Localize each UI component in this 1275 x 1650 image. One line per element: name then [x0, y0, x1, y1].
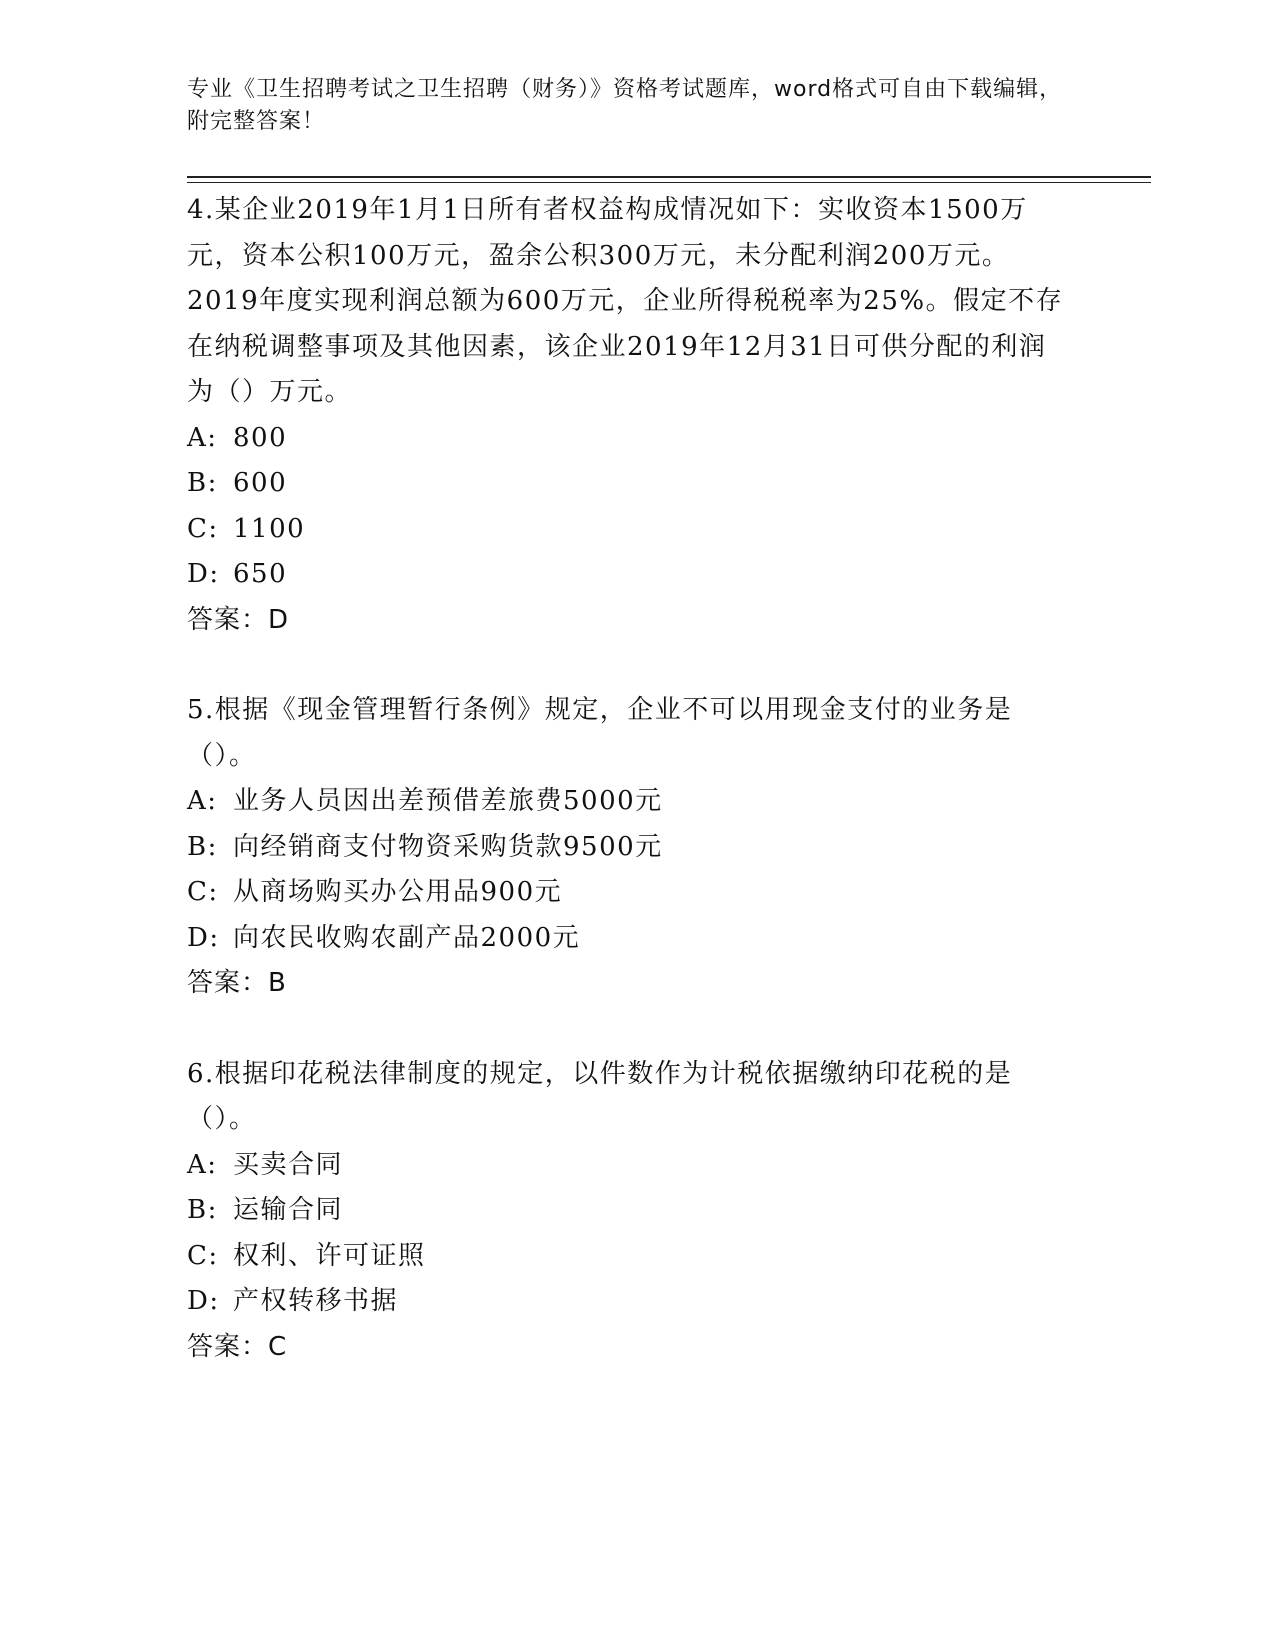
option-text: 800 [233, 422, 288, 453]
option-text: 运输合同 [233, 1195, 344, 1225]
option-b [187, 461, 1087, 507]
option-key: A: [187, 422, 218, 453]
answer-line: 答案：D [187, 604, 290, 635]
option-b [187, 1188, 1087, 1234]
question-stem: 4.某企业2019年1月1日所有者权益构成情况如下：实收资本1500万元，资本公积100万元，盈余公积300万元，未分配利润200万元。2019年度实现利润总额为600万元，企业所得税税率为25%。假定不存在纳税调整事项及其他因素，该企业2019年12月31日可供分配的利润为（）万元。 [187, 195, 1064, 407]
option-key: D: [187, 559, 220, 589]
option-a [187, 1143, 1087, 1189]
header-divider-thin [187, 182, 1151, 183]
option-key: B: [187, 468, 218, 498]
option-key: D: [187, 1286, 220, 1316]
question-spacer [187, 643, 1087, 688]
option-key: C: [187, 513, 219, 544]
option-b [187, 825, 1087, 871]
question-6 [187, 1052, 1087, 1371]
option-text: 向农民收购农副产品2000元 [233, 922, 581, 953]
question-list [187, 188, 1087, 1370]
option-d [187, 916, 1087, 962]
option-text: 600 [233, 468, 288, 498]
option-key: B: [187, 1195, 218, 1225]
option-text: 业务人员因出差预借差旅费5000元 [233, 786, 663, 816]
question-stem: 5.根据《现金管理暂行条例》规定，企业不可以用现金支付的业务是（）。 [187, 695, 1013, 771]
answer-line: 答案：B [187, 968, 287, 998]
option-d [187, 1279, 1087, 1325]
option-key: A: [187, 786, 218, 816]
option-key: B: [187, 831, 218, 862]
option-text: 650 [233, 559, 288, 589]
question-spacer [187, 1007, 1087, 1052]
option-text: 产权转移书据 [233, 1286, 399, 1316]
question-4 [187, 188, 1087, 643]
option-a [187, 416, 1087, 462]
option-text: 向经销商支付物资采购货款9500元 [233, 831, 663, 862]
option-text: 1100 [233, 513, 306, 544]
question-5 [187, 688, 1087, 1007]
header-divider-thick [187, 176, 1151, 178]
question-stem: 6.根据印花税法律制度的规定，以件数作为计税依据缴纳印花税的是（）。 [187, 1058, 1013, 1134]
option-text: 买卖合同 [233, 1149, 344, 1180]
option-c [187, 507, 1087, 553]
option-text: 从商场购买办公用品900元 [233, 877, 563, 907]
document-header: 专业《卫生招聘考试之卫生招聘（财务）》资格考试题库，word格式可自由下载编辑，附完整答案！ [187, 77, 1063, 134]
answer-line: 答案：C [187, 1331, 288, 1362]
option-text: 权利、许可证照 [233, 1240, 426, 1271]
option-a [187, 779, 1087, 825]
option-c [187, 1234, 1087, 1280]
option-key: A: [187, 1149, 218, 1180]
option-key: C: [187, 1240, 219, 1271]
option-c [187, 870, 1087, 916]
option-key: D: [187, 922, 220, 953]
option-key: C: [187, 877, 219, 907]
option-d [187, 552, 1087, 598]
